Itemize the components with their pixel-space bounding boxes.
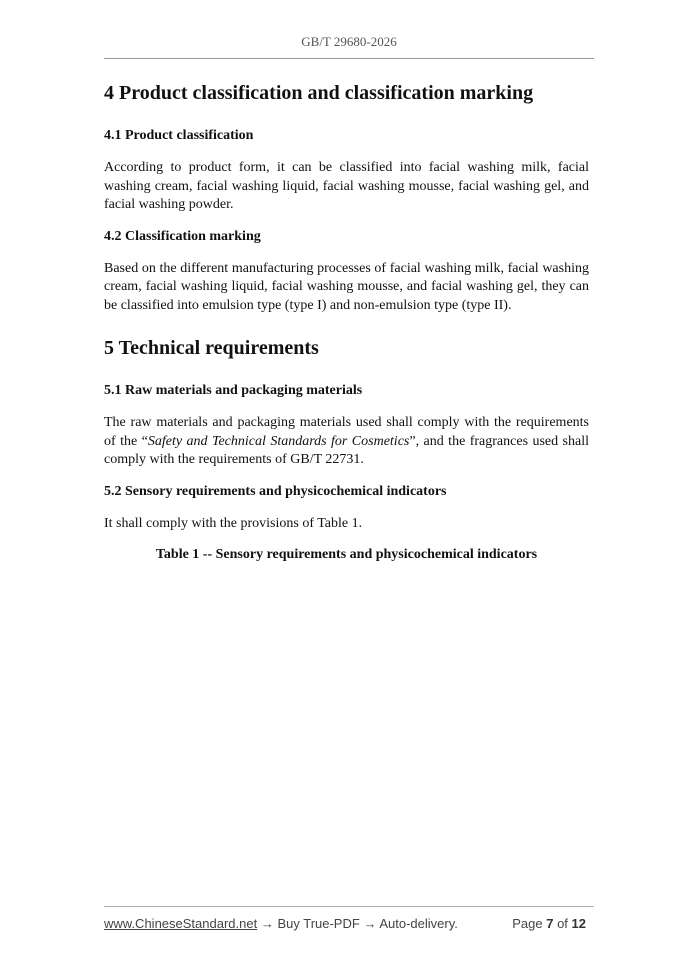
document-header xyxy=(104,34,594,50)
footer-divider xyxy=(104,906,594,907)
section-4-1-text: According to product form, it can be classified into facial washing milk, facial washing cream, facial washing liquid, facial washing mousse, facial washing gel, and facial washing powder. xyxy=(104,160,589,212)
section-5-1-heading: 5.1 Raw materials and packaging materials xyxy=(104,383,363,398)
table-1-caption: Table 1 -- Sensory requirements and physicochemical indicators xyxy=(155,547,538,562)
arrow-icon: → xyxy=(363,916,377,931)
arrow-icon: → xyxy=(260,916,274,931)
section-5-1-text-after: ”, and the fragrances used shall comply with the requirements of GB/T 22731. xyxy=(104,433,590,467)
section-5-heading: 5 Technical requirements xyxy=(104,337,319,359)
section-4-heading: 4 Product classification and classification marking xyxy=(104,82,534,104)
section-5-2-text: It shall comply with the provisions of Table 1. xyxy=(104,515,363,531)
page-total: 12 xyxy=(571,916,586,931)
buy-text: Buy True-PDF xyxy=(277,916,360,931)
page-content xyxy=(104,80,589,564)
footer-promo xyxy=(104,916,458,931)
page-label: Page xyxy=(512,916,543,931)
section-4-2-text: Based on the different manufacturing processes of facial washing milk, facial washing cream, facial washing liquid, facial washing mousse, and facial washing gel, they can be classified into emulsion type (type I) and non-emulsion type (type II). xyxy=(104,260,589,313)
header-divider xyxy=(104,58,594,59)
delivery-text: Auto-delivery. xyxy=(379,916,458,931)
page-number xyxy=(512,916,586,931)
section-4-1-heading: 4.1 Product classification xyxy=(104,128,254,143)
section-5-1-text xyxy=(104,414,589,470)
site-link[interactable]: www.ChineseStandard.net xyxy=(104,916,258,931)
standard-code: GB/T 29680-2026 xyxy=(301,34,397,49)
page-of: of xyxy=(557,916,568,931)
cosmetics-standard-title: Safety and Technical Standards for Cosmetics xyxy=(147,433,410,449)
page-current: 7 xyxy=(546,916,554,931)
section-5-1-text-before: The raw materials and packaging materials used shall comply with the requirements of the “ xyxy=(104,415,589,449)
section-5-2-heading: 5.2 Sensory requirements and physicochemical indicators xyxy=(104,483,447,499)
section-4-2-heading: 4.2 Classification marking xyxy=(104,228,261,244)
